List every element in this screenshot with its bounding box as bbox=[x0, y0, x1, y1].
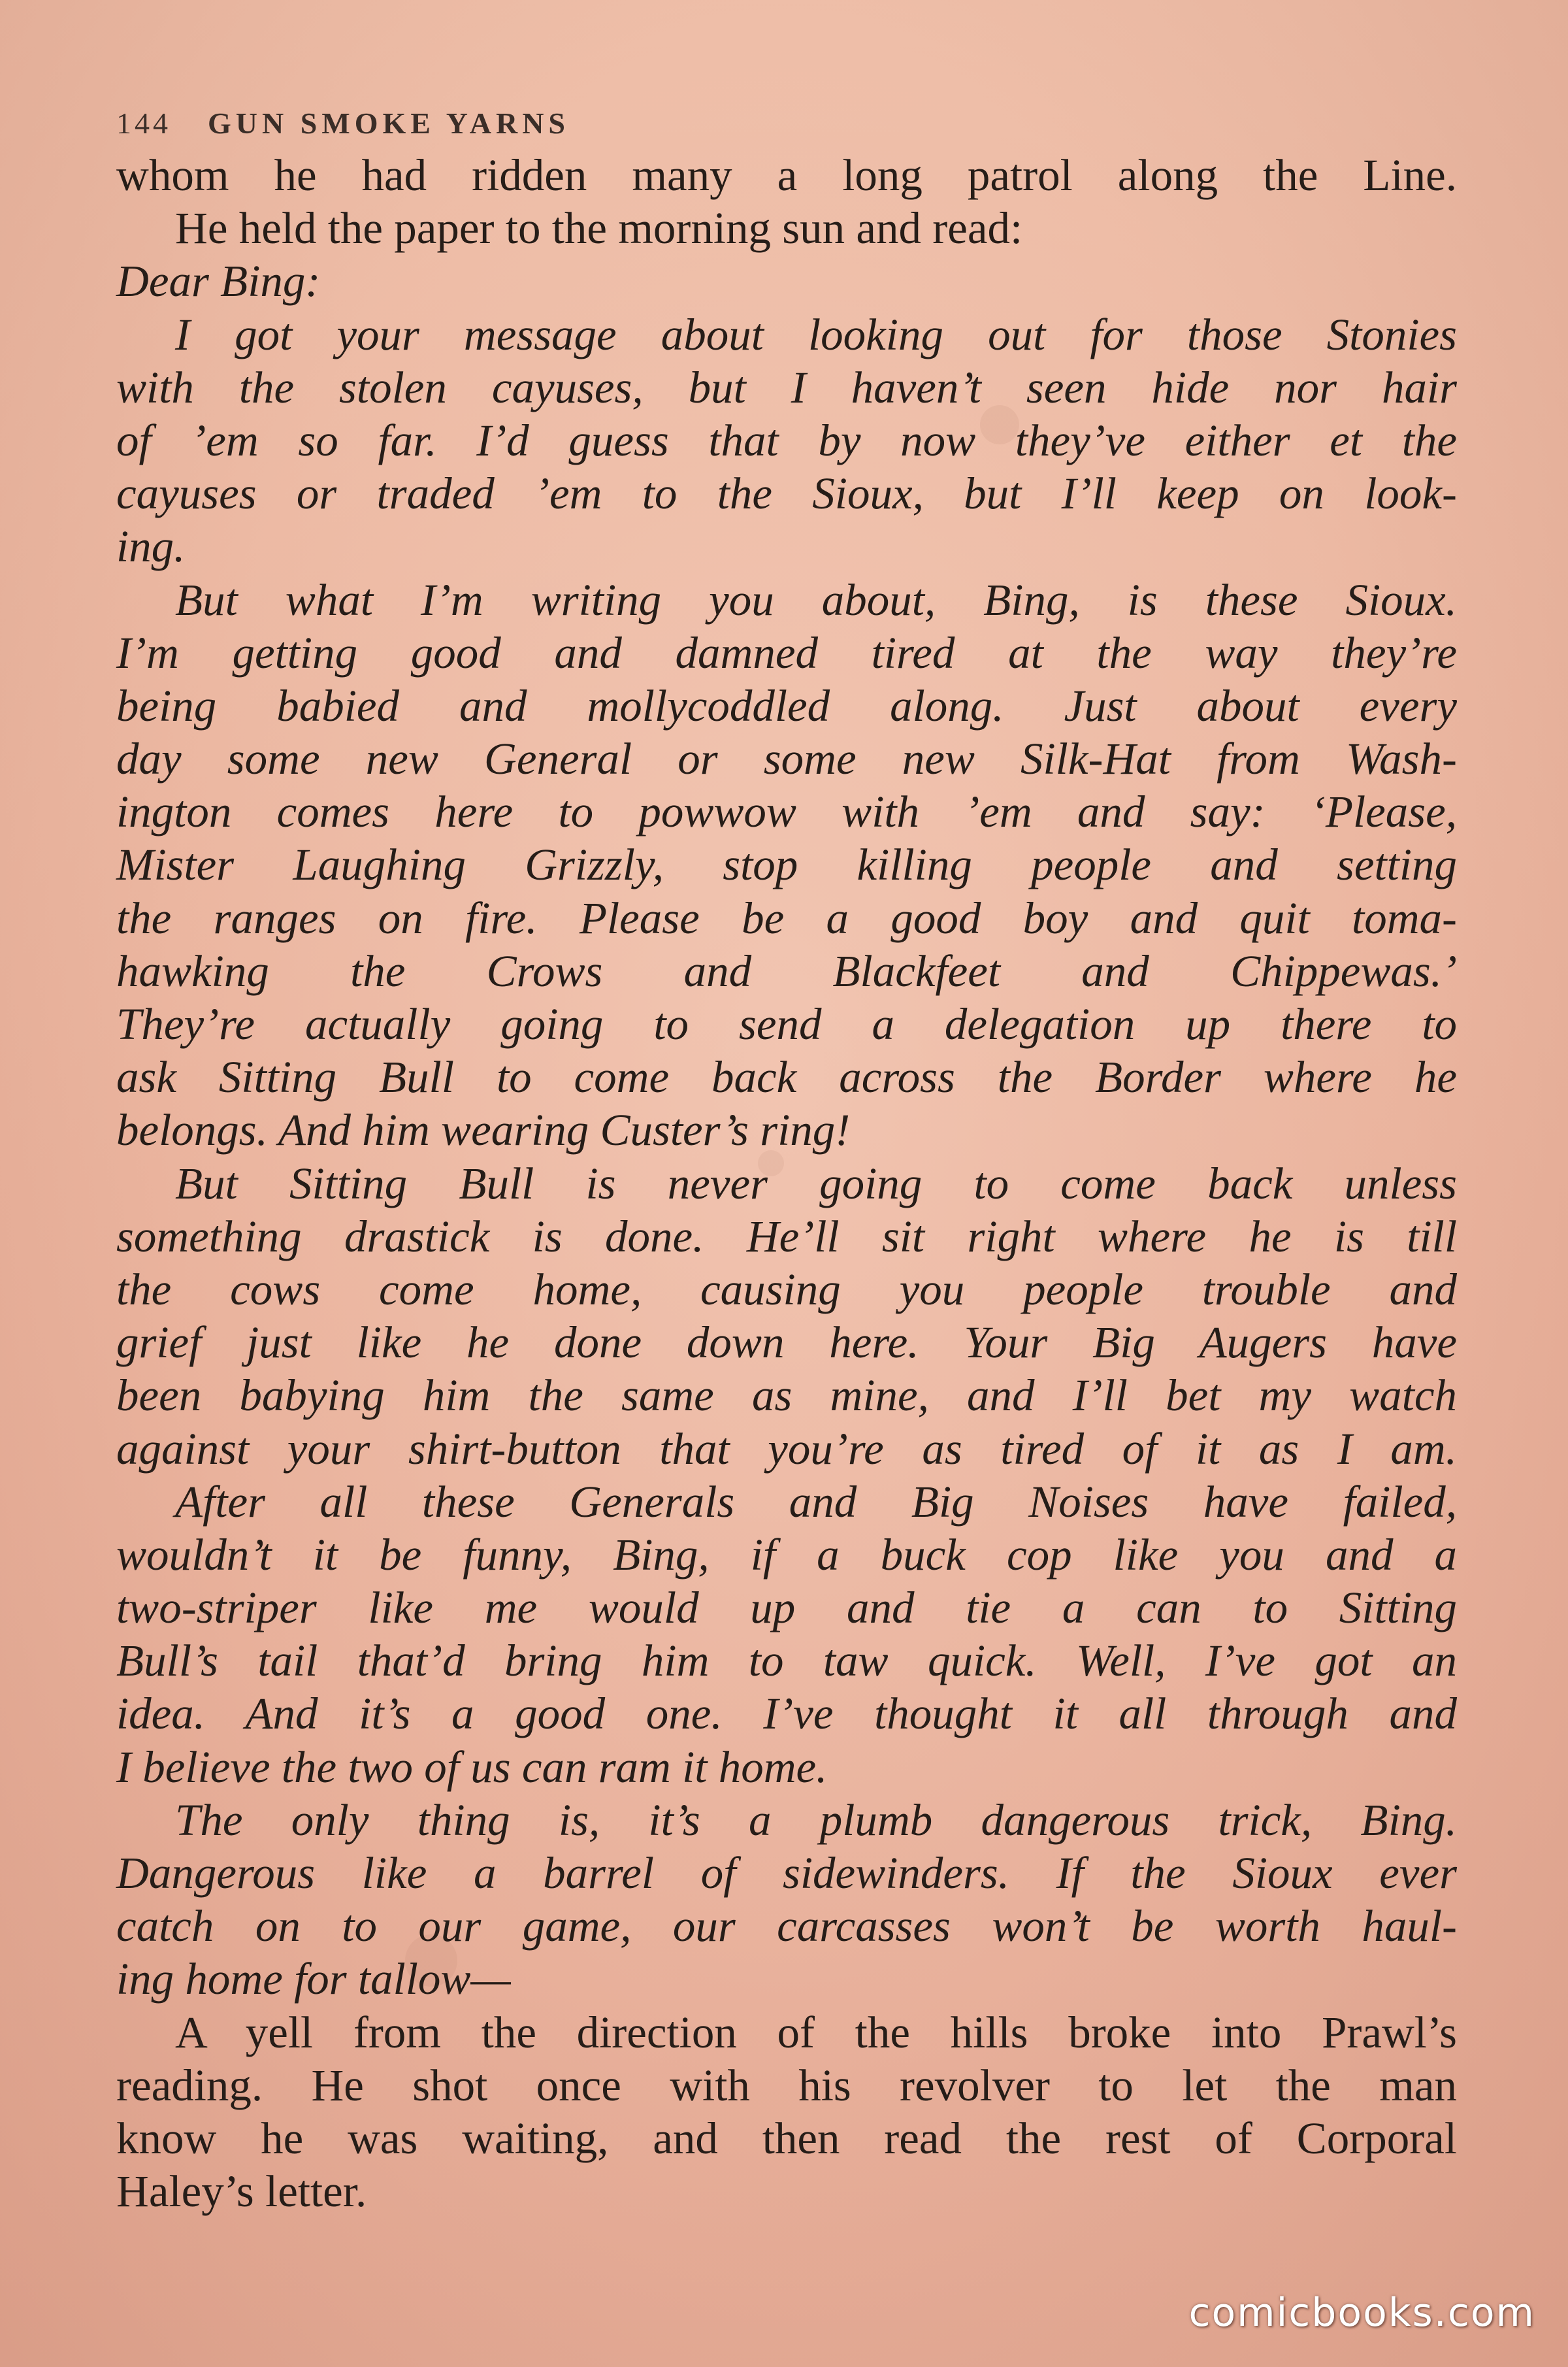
text-line: know he was waiting, and then read the rest of Corporal bbox=[116, 2113, 1457, 2163]
text-line: cayuses or traded ’em to the Sioux, but I’ll keep on look- bbox=[116, 469, 1457, 519]
text-line: A yell from the direction of the hills broke into Prawl’s bbox=[175, 2007, 1457, 2057]
text-line: of ’em so far. I’d guess that by now they’ve either et the bbox=[116, 415, 1457, 465]
text-line: with the stolen cayuses, but I haven’t seen hide nor hair bbox=[116, 362, 1457, 412]
page-number: 144 bbox=[116, 106, 171, 140]
text-line: The only thing is, it’s a plumb dangerous trick, Bing. bbox=[175, 1795, 1457, 1845]
text-line: two-striper like me would up and tie a can to Sitting bbox=[116, 1583, 1457, 1633]
text-line: been babying him the same as mine, and I’ll bet my watch bbox=[116, 1370, 1457, 1421]
text-line: against your shirt-button that you’re as tired of it as I am. bbox=[116, 1423, 1457, 1474]
text-line: They’re actually going to send a delegation up there to bbox=[116, 999, 1457, 1049]
text-line: He held the paper to the morning sun and read: bbox=[175, 203, 1023, 254]
text-line: ing home for tallow— bbox=[116, 1954, 511, 2004]
text-line: Dear Bing: bbox=[116, 256, 321, 306]
text-line: something drastick is done. He’ll sit right where he is till bbox=[116, 1211, 1457, 1261]
text-line: whom he had ridden many a long patrol along the Line. bbox=[116, 150, 1457, 200]
text-line: grief just like he done down here. Your Big Augers have bbox=[116, 1317, 1457, 1368]
text-line: ask Sitting Bull to come back across the Border where he bbox=[116, 1052, 1457, 1102]
text-line: Haley’s letter. bbox=[116, 2166, 367, 2217]
text-line: After all these Generals and Big Noises have failed, bbox=[175, 1476, 1457, 1527]
text-line: the cows come home, causing you people trouble and bbox=[116, 1264, 1457, 1314]
text-line: I believe the two of us can ram it home. bbox=[116, 1742, 828, 1792]
text-line: day some new General or some new Silk-Hat from Wash- bbox=[116, 734, 1457, 784]
text-line: catch on to our game, our carcasses won’t be worth haul- bbox=[116, 1901, 1457, 1951]
text-line: being babied and mollycoddled along. Just about every bbox=[116, 680, 1457, 731]
text-line: Mister Laughing Grizzly, stop killing people and setting bbox=[116, 840, 1457, 890]
text-line: wouldn’t it be funny, Bing, if a buck cop like you and a bbox=[116, 1529, 1457, 1580]
text-line: belongs. And him wearing Custer’s ring! bbox=[116, 1105, 851, 1155]
text-line: ing. bbox=[116, 521, 186, 572]
text-line: Bull’s tail that’d bring him to taw quick. Well, I’ve got an bbox=[116, 1636, 1457, 1686]
text-line: But Sitting Bull is never going to come back unless bbox=[175, 1158, 1457, 1208]
watermark: comicbooks.com bbox=[1188, 2290, 1535, 2336]
text-line: ington comes here to powwow with ’em and say: ‘Please, bbox=[116, 787, 1457, 837]
text-line: reading. He shot once with his revolver to let the man bbox=[116, 2060, 1457, 2110]
book-page bbox=[116, 97, 1457, 2218]
running-header bbox=[116, 97, 1457, 149]
text-line: idea. And it’s a good one. I’ve thought it all through and bbox=[116, 1689, 1457, 1739]
text-line: hawking the Crows and Blackfeet and Chippewas.’ bbox=[116, 946, 1457, 996]
text-line: Dangerous like a barrel of sidewinders. If the Sioux ever bbox=[116, 1848, 1457, 1898]
text-line: I got your message about looking out for those Stonies bbox=[175, 309, 1457, 359]
text-line: the ranges on fire. Please be a good boy and quit toma- bbox=[116, 893, 1457, 943]
body-text bbox=[116, 149, 1457, 2218]
running-title: GUN SMOKE YARNS bbox=[208, 106, 570, 140]
text-line: But what I’m writing you about, Bing, is these Sioux. bbox=[175, 574, 1457, 625]
text-line: I’m getting good and damned tired at the way they’re bbox=[116, 627, 1457, 678]
